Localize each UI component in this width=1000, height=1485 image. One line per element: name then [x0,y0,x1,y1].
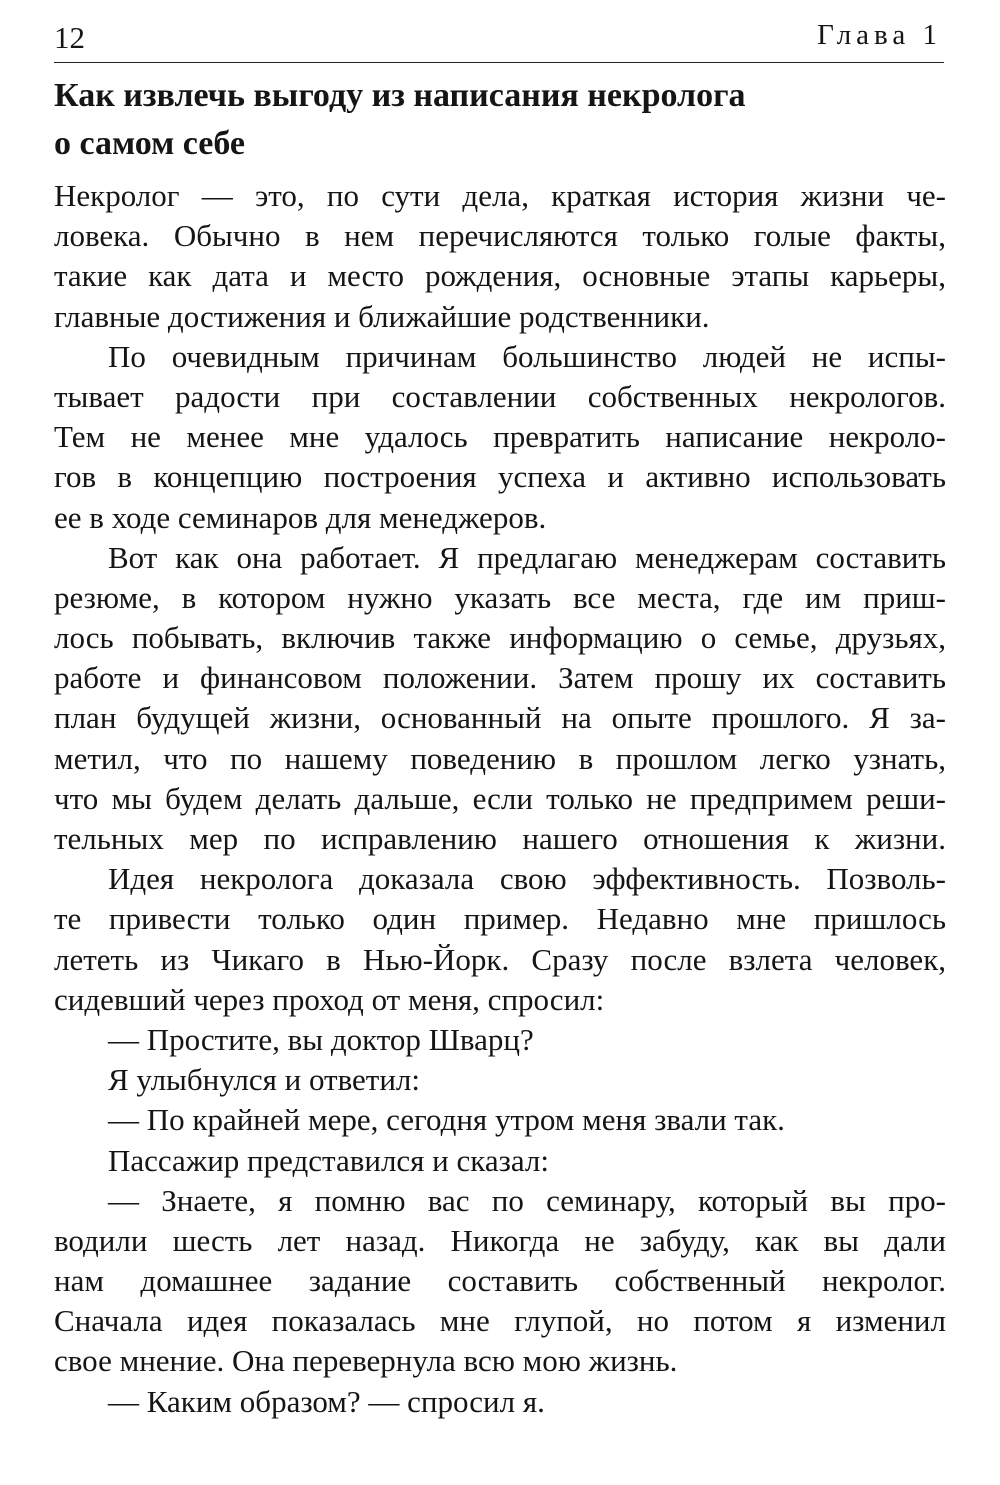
text-line: сидевший через проход от меня, спросил: [54,981,605,1017]
text-line: тывает радости при составлении собственных некрологов. [54,378,946,414]
text-line: работе и финансовом положении. Затем прошу их составить [54,660,946,696]
text-line: Сначала идея показалась мне глупой, но потом я изменил [54,1303,946,1339]
text-line: Некролог — это, по сути дела, краткая история жизни че- [54,178,946,213]
text-line: ее в ходе семинаров для менеджеров. [54,499,547,535]
text-line: Вот как она работает. Я предлагаю менеджерам составить [108,539,946,575]
text-line: лось побывать, включив также информацию о семье, друзьях, [54,620,946,656]
text-line: что мы будем делать дальше, если только не предпримем реши- [54,780,946,816]
text-line: главные достижения и ближайшие родственники. [54,298,710,334]
text-line: свое мнение. Она перевернула всю мою жизнь. [54,1343,678,1379]
text-line: Тем не менее мне удалось превратить написание некроло- [54,419,946,455]
body-text [54,176,946,1422]
text-line: — Каким образом? — спросил я. [108,1383,545,1419]
chapter-label: Глава 1 [817,19,942,51]
section-title-line: Как извлечь выгоду из написания некролога [54,77,746,114]
book-page [54,0,950,1485]
running-head [54,18,944,63]
text-line: лететь из Чикаго в Нью-Йорк. Сразу после взлета человек, [54,941,946,977]
text-line: тельных мер по исправлению нашего отношения к жизни. [54,821,946,856]
text-line: Идея некролога доказала свою эффективность. Позволь- [108,861,946,897]
text-line: — По крайней мере, сегодня утром меня звали так. [108,1102,785,1138]
page-number: 12 [54,20,85,55]
text-line: метил, что по нашему поведению в прошлом легко узнать, [54,740,946,776]
text-line: — Простите, вы доктор Шварц? [108,1021,534,1057]
text-line: Я улыбнулся и ответил: [108,1062,421,1098]
text-line: Пассажир представился и сказал: [108,1142,549,1178]
text-line: — Знаете, я помню вас по семинару, который вы про- [108,1182,946,1218]
section-title-line: о самом себе [54,125,245,162]
text-line: такие как дата и место рождения, основные этапы карьеры, [54,258,946,294]
section-title [54,72,914,168]
text-line: ловека. Обычно в нем перечисляются только голые факты, [54,218,946,254]
text-line: По очевидным причинам большинство людей не испы- [108,338,946,374]
text-line: гов в концепцию построения успеха и активно использовать [54,459,946,495]
text-line: нам домашнее задание составить собственный некролог. [54,1263,946,1299]
text-line: план будущей жизни, основанный на опыте прошлого. Я за- [54,700,946,736]
text-line: те привести только один пример. Недавно мне пришлось [54,901,946,937]
text-line: водили шесть лет назад. Никогда не забуду, как вы дали [54,1222,946,1258]
text-line: резюме, в котором нужно указать все места, где им приш- [54,579,946,615]
